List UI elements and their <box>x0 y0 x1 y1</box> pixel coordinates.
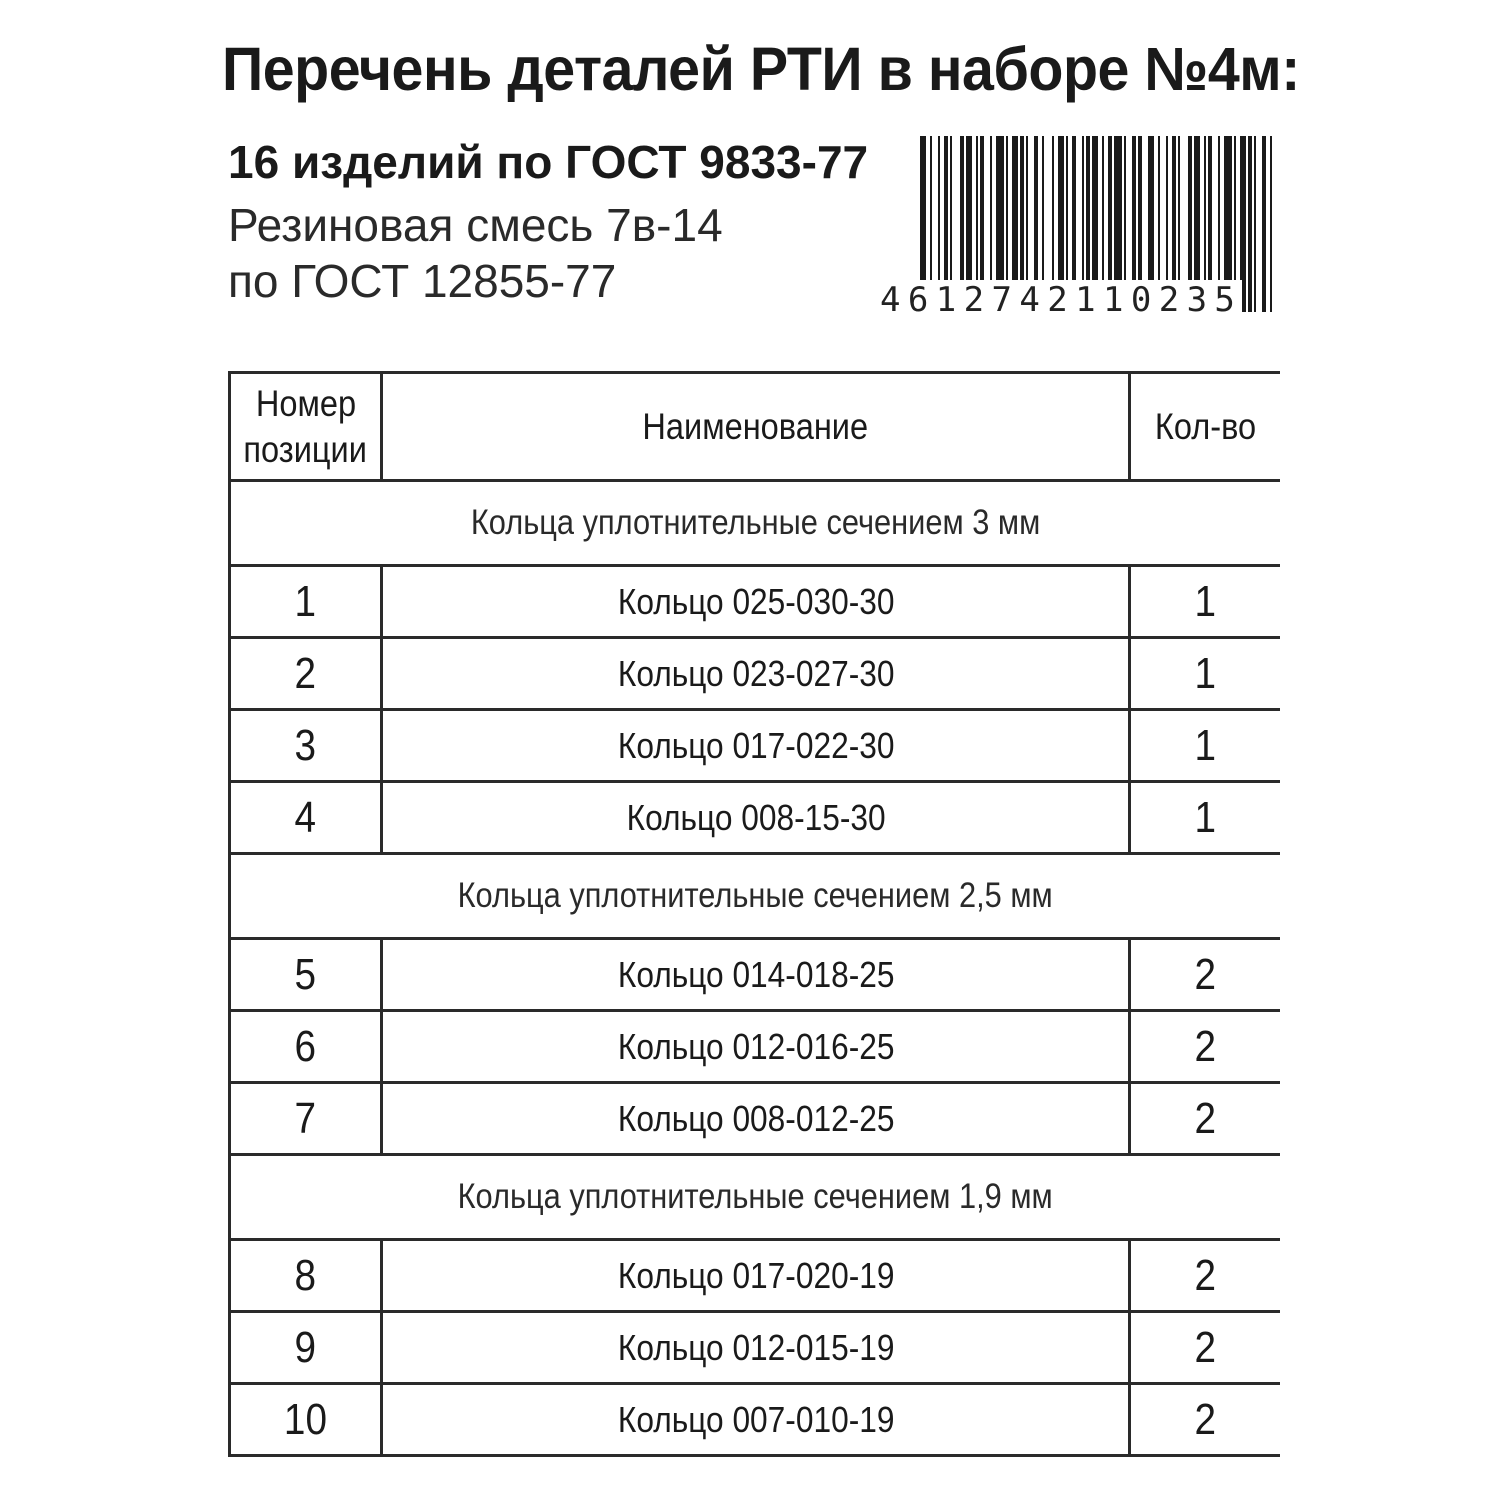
barcode-number-text: 4612742110235 <box>880 280 1243 320</box>
group-title-text: Кольца уплотнительные сечением 2,5 мм <box>457 876 1054 915</box>
barcode-number <box>880 280 1280 320</box>
group-title-text: Кольца уплотнительные сечением 1,9 мм <box>457 1177 1054 1216</box>
position-cell-text: 1 <box>294 576 317 626</box>
name-cell-text: Кольцо 007-010-19 <box>617 1398 895 1440</box>
quantity-cell <box>1130 1384 1280 1456</box>
position-cell-text: 4 <box>294 792 317 842</box>
name-cell <box>382 1312 1130 1384</box>
name-cell-text: Кольцо 017-022-30 <box>617 724 895 766</box>
name-cell-text: Кольцо 012-015-19 <box>617 1326 895 1368</box>
table-row <box>230 1083 1281 1155</box>
name-cell <box>382 939 1130 1011</box>
group-row <box>230 1155 1281 1240</box>
name-cell-text: Кольцо 008-012-25 <box>617 1097 895 1139</box>
group-title-text: Кольца уплотнительные сечением 3 мм <box>470 503 1041 542</box>
name-cell <box>382 1083 1130 1155</box>
material-line-1: Резиновая смесь 7в-14 <box>228 199 723 251</box>
quantity-cell-text: 2 <box>1194 1394 1217 1444</box>
position-cell-text: 3 <box>294 720 317 770</box>
table-row <box>230 782 1281 854</box>
table-row <box>230 1312 1281 1384</box>
column-header-position-line1: Номер <box>255 382 356 424</box>
quantity-cell-text: 2 <box>1194 949 1217 999</box>
position-cell <box>230 1240 382 1312</box>
document-title: Перечень деталей РТИ в наборе №4м: <box>222 35 1300 103</box>
position-cell-text: 6 <box>294 1021 317 1071</box>
name-cell-text: Кольцо 025-030-30 <box>617 580 895 622</box>
material-spec <box>228 197 723 309</box>
position-cell <box>230 782 382 854</box>
quantity-cell-text: 1 <box>1194 720 1217 770</box>
name-cell <box>382 710 1130 782</box>
quantity-cell-text: 2 <box>1194 1250 1217 1300</box>
table-header-row <box>230 373 1281 481</box>
position-cell-text: 9 <box>294 1322 317 1372</box>
position-cell-text: 2 <box>294 648 317 698</box>
name-cell-text: Кольцо 014-018-25 <box>617 953 895 995</box>
position-cell-text: 5 <box>294 949 317 999</box>
name-cell <box>382 638 1130 710</box>
table-row <box>230 939 1281 1011</box>
table-row <box>230 1011 1281 1083</box>
quantity-cell-text: 2 <box>1194 1093 1217 1143</box>
quantity-cell-text: 1 <box>1194 792 1217 842</box>
table-row <box>230 638 1281 710</box>
name-cell <box>382 782 1130 854</box>
name-cell-text: Кольцо 023-027-30 <box>617 652 895 694</box>
group-row <box>230 481 1281 566</box>
quantity-cell-text: 2 <box>1194 1021 1217 1071</box>
position-cell <box>230 1312 382 1384</box>
column-header-quantity <box>1130 373 1280 481</box>
position-cell <box>230 710 382 782</box>
group-title <box>230 1155 1281 1240</box>
quantity-cell <box>1130 1011 1280 1083</box>
parts-table <box>228 371 1280 1457</box>
group-row <box>230 854 1281 939</box>
quantity-cell <box>1130 638 1280 710</box>
position-cell <box>230 566 382 638</box>
name-cell <box>382 1384 1130 1456</box>
position-cell <box>230 939 382 1011</box>
name-cell-text: Кольцо 017-020-19 <box>617 1254 895 1296</box>
position-cell <box>230 1083 382 1155</box>
quantity-cell <box>1130 710 1280 782</box>
position-cell-text: 7 <box>294 1093 317 1143</box>
quantity-cell <box>1130 1083 1280 1155</box>
position-cell-text: 8 <box>294 1250 317 1300</box>
table-row <box>230 1240 1281 1312</box>
name-cell-text: Кольцо 012-016-25 <box>617 1025 895 1067</box>
quantity-cell-text: 1 <box>1194 648 1217 698</box>
table-row <box>230 1384 1281 1456</box>
quantity-cell <box>1130 939 1280 1011</box>
quantity-cell <box>1130 1312 1280 1384</box>
parts-table-body <box>230 481 1281 1456</box>
quantity-cell <box>1130 1240 1280 1312</box>
column-header-position-line2: позиции <box>243 428 368 470</box>
subtitle: 16 изделий по ГОСТ 9833-77 <box>228 136 869 188</box>
column-header-name-text: Наименование <box>642 405 869 447</box>
table-row <box>230 566 1281 638</box>
name-cell <box>382 566 1130 638</box>
column-header-name <box>382 373 1130 481</box>
position-cell-text: 10 <box>284 1394 328 1444</box>
quantity-cell-text: 1 <box>1194 576 1217 626</box>
position-cell <box>230 638 382 710</box>
material-line-2: по ГОСТ 12855-77 <box>228 255 617 307</box>
table-row <box>230 710 1281 782</box>
name-cell-text: Кольцо 008-15-30 <box>626 796 886 838</box>
quantity-cell <box>1130 782 1280 854</box>
name-cell <box>382 1240 1130 1312</box>
position-cell <box>230 1384 382 1456</box>
position-cell <box>230 1011 382 1083</box>
name-cell <box>382 1011 1130 1083</box>
column-header-quantity-text: Кол-во <box>1155 405 1257 447</box>
group-title <box>230 854 1281 939</box>
quantity-cell-text: 2 <box>1194 1322 1217 1372</box>
group-title <box>230 481 1281 566</box>
quantity-cell <box>1130 566 1280 638</box>
column-header-position <box>230 373 382 481</box>
